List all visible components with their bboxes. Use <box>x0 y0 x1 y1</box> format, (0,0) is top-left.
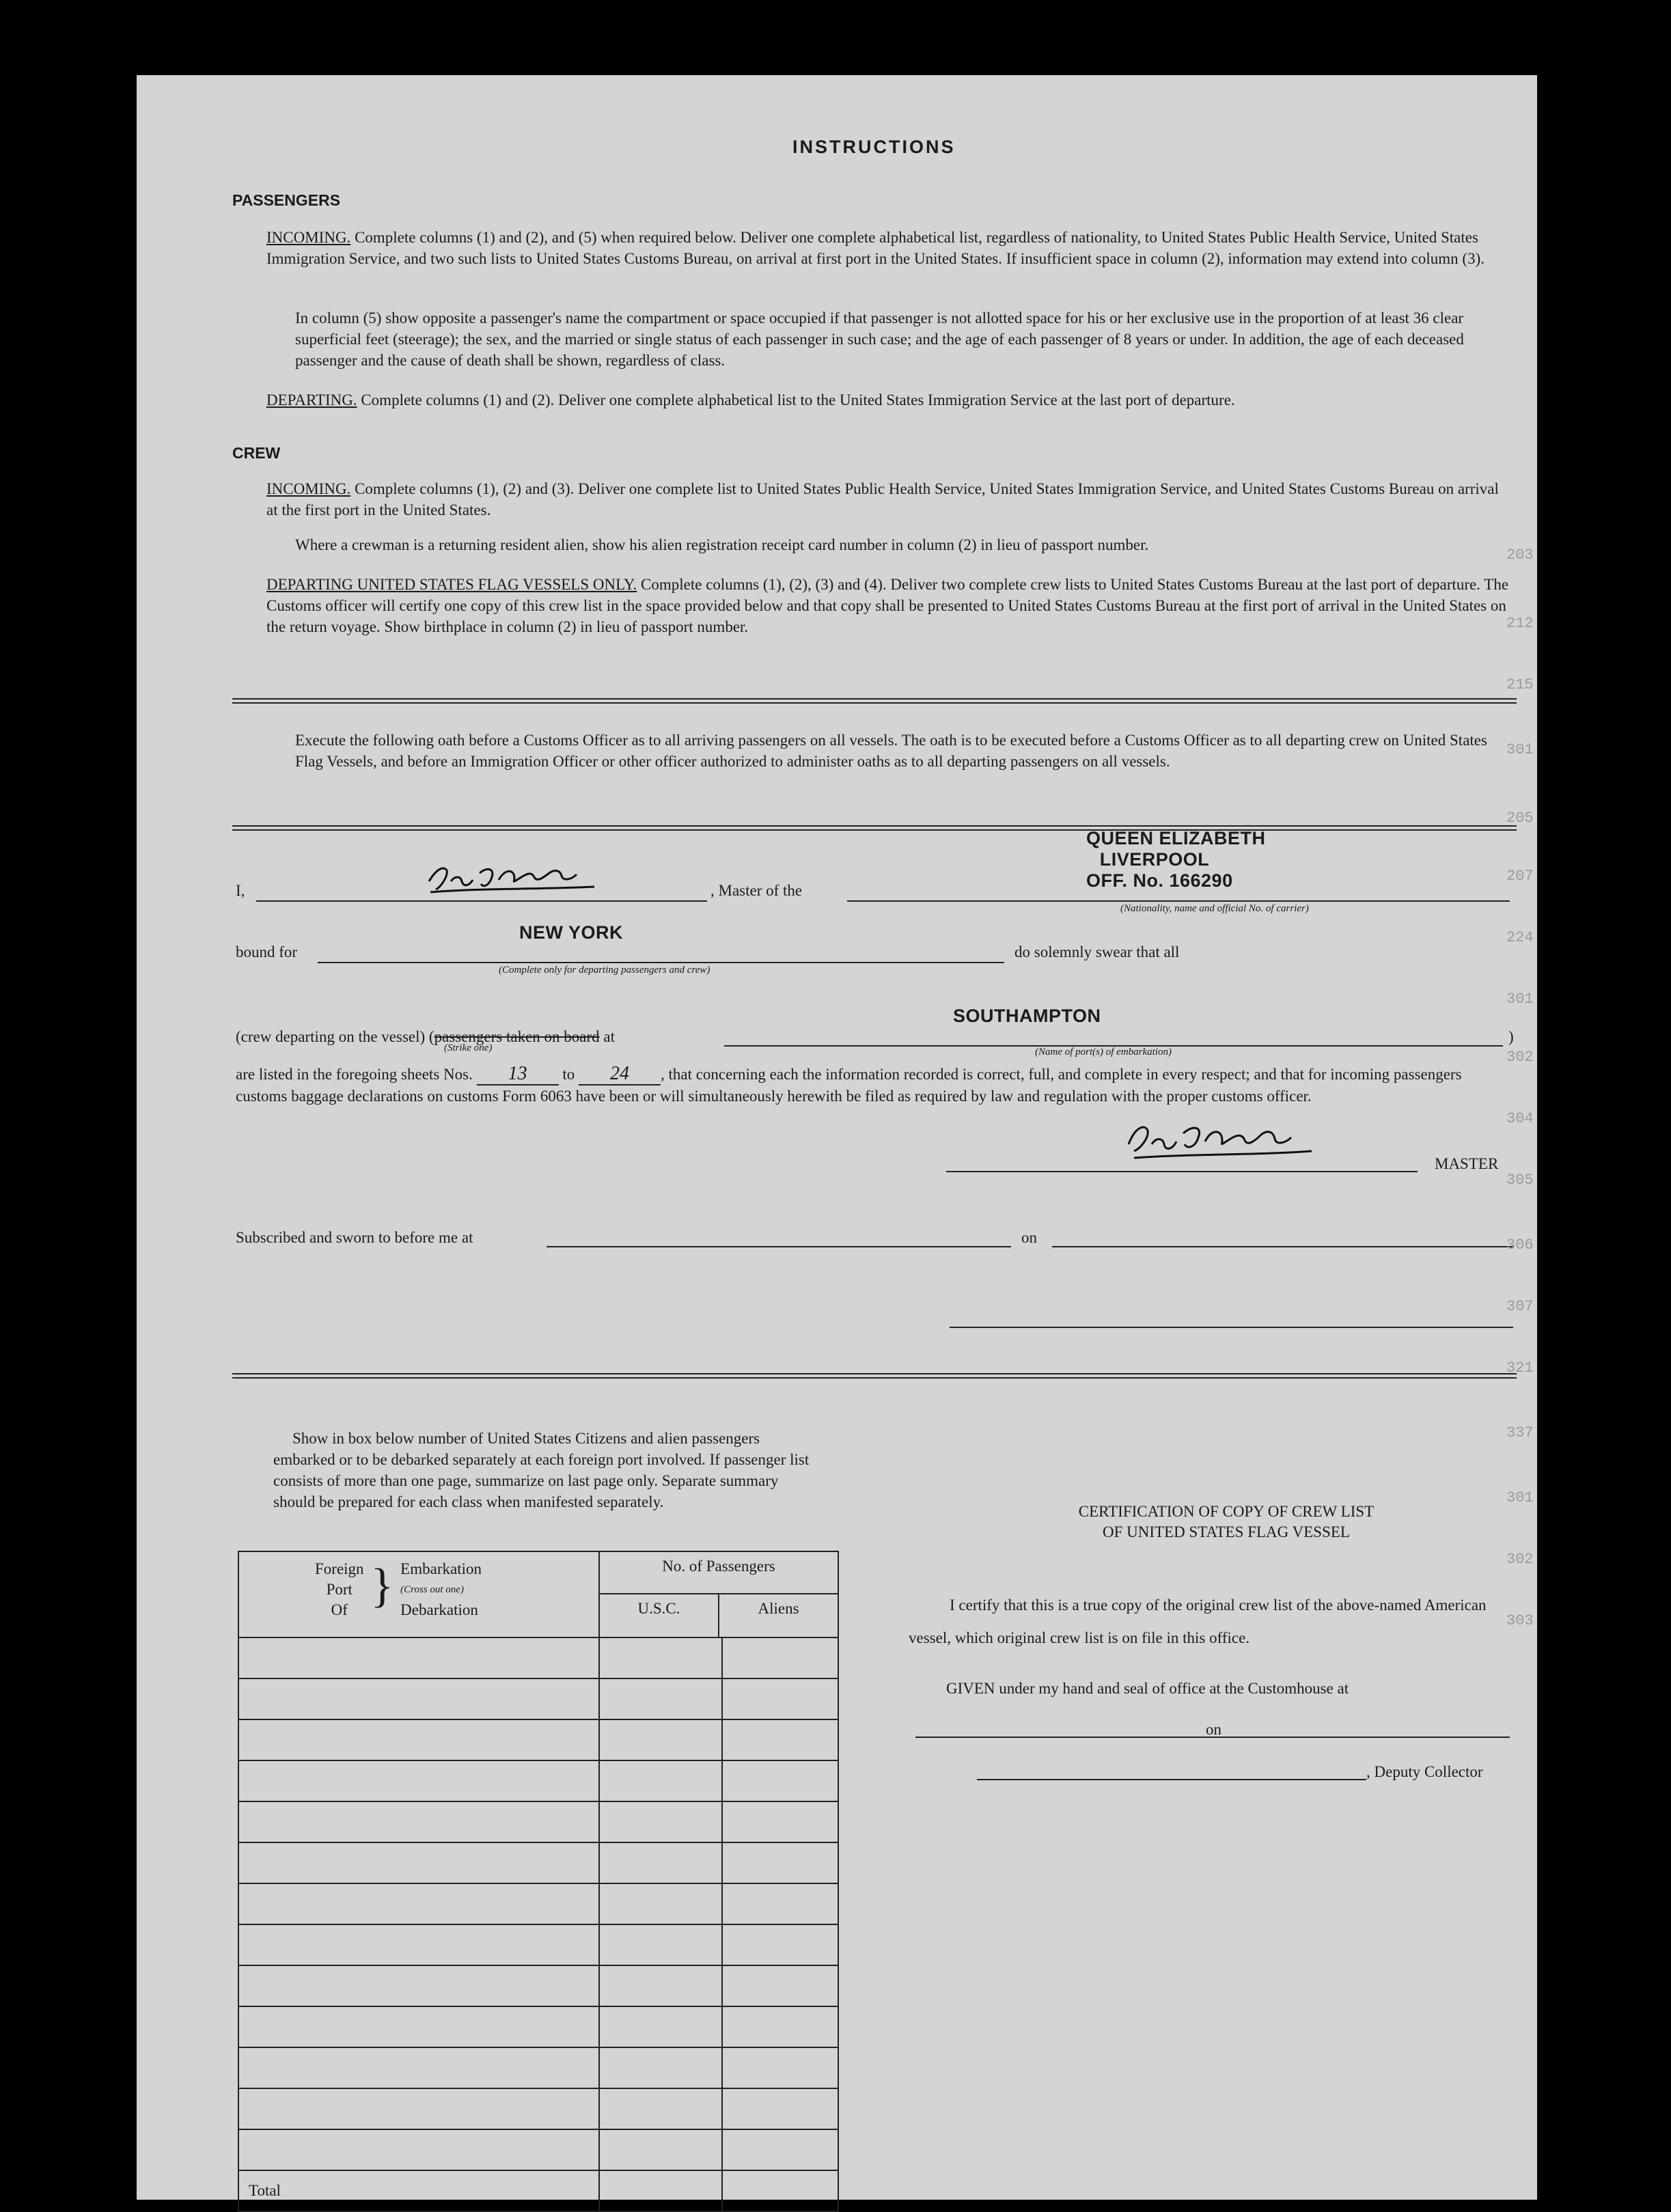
passengers-incoming-label: INCOMING. <box>266 229 351 246</box>
table-row <box>238 1801 838 1842</box>
passengers-column5-paragraph: In column (5) show opposite a passenger's name the compartment or space occupied if that passenger is not allotted space for his or her exclusive use in the proportion of at least 36 clear superficial feet (steerage); the sex, and the married or single status of each passenger in such case; and the age of each passenger of 8 years or under. In addition, the age of each deceased passenger and the cause of death shall be shown, regardless of class. <box>295 309 1464 369</box>
oath-i-label: I, <box>236 882 245 899</box>
certification-on-label: on <box>1206 1721 1221 1738</box>
certification-given: GIVEN under my hand and seal of office at the Customhouse at <box>946 1680 1349 1697</box>
section-divider <box>232 825 1517 831</box>
crew-incoming-text: Complete columns (1), (2) and (3). Deliver one complete list to United States Public Health Service, United States Immigration Service, and United States Customs Bureau on arrival at the first port in the United States. <box>266 480 1499 519</box>
certification-title-1: CERTIFICATION OF COPY OF CREW LIST <box>1078 1503 1375 1520</box>
crew-heading: CREW <box>232 444 281 462</box>
deputy-collector-label: , Deputy Collector <box>1366 1763 1483 1780</box>
concerning-text: , that concerning each the information recorded is correct, full, and complete in every respect; <box>660 1066 1250 1083</box>
subscribed-text: Subscribed and sworn to before me at <box>236 1229 473 1246</box>
table-row <box>238 1719 838 1760</box>
table-row <box>238 2088 838 2129</box>
passengers-departing-label: DEPARTING. <box>266 391 357 409</box>
total-label: Total <box>238 2170 599 2211</box>
port-header-cell: Foreign Port Of } Embarkation (Cross out one) Debarkation <box>238 1551 599 1637</box>
col-debarkation: Debarkation <box>400 1601 478 1618</box>
certification-title <box>1014 1502 1438 1543</box>
carrier-stamp-line2: LIVERPOOL <box>1099 849 1210 870</box>
passengers-incoming-paragraph <box>266 227 1510 269</box>
sheet-to-number: 24 <box>579 1063 661 1086</box>
carrier-stamp <box>1086 828 1266 891</box>
table-row <box>238 1637 838 1678</box>
sheet-from-number: 13 <box>477 1063 559 1086</box>
strike-caption: (Strike one) <box>444 1042 493 1053</box>
sheets-listed-paragraph <box>236 1063 1513 1107</box>
table-row <box>238 2129 838 2170</box>
oath-intro: Execute the following oath before a Customs Officer as to all arriving passengers on all vessels. The oath is to be executed before a Customs Officer as to all departing crew on United States Flag Vessels, and before an Immigration Officer or other officer authorized to administer oaths as to all departing passengers on all vessels. <box>295 732 1487 770</box>
margin-number: 224 <box>1506 929 1534 946</box>
col-foreign: Foreign <box>315 1560 364 1577</box>
passengers-incoming-text: Complete columns (1) and (2), and (5) when required below. Deliver one complete alphabetical list, regardless of nationality, to United States Public Health Service, United States Immigration Service, and two such lists to United States Customs Bureau, on arrival at first port in the United States. If insufficient space in column (2), information may extend into column (3). <box>266 229 1484 267</box>
table-row <box>238 1842 838 1883</box>
listed-text: are listed in the foregoing sheets Nos. <box>236 1066 473 1083</box>
margin-number: 303 <box>1506 1612 1534 1629</box>
table-row <box>238 1924 838 1965</box>
struck-passengers-phrase: passengers taken on board <box>434 1028 600 1045</box>
table-row <box>238 1760 838 1801</box>
crew-resident-paragraph: Where a crewman is a returning resident alien, show his alien registration receipt card number in column (2) in lieu of passport number. <box>295 536 1149 553</box>
margin-number: 301 <box>1506 741 1534 758</box>
col-cross-out: (Cross out one) <box>400 1584 464 1595</box>
passengers-departing-text: Complete columns (1) and (2). Deliver one complete alphabetical list to the United States Immigration Service at the last port of departure. <box>361 391 1235 409</box>
margin-number: 302 <box>1506 1049 1534 1066</box>
margin-number: 306 <box>1506 1236 1534 1254</box>
carrier-line <box>847 900 1510 902</box>
master-signature-line <box>946 1171 1418 1172</box>
certification-title-2: OF UNITED STATES FLAG VESSEL <box>1103 1523 1350 1540</box>
master-signature-2 <box>1120 1117 1325 1168</box>
oath-master-of-the: , Master of the <box>710 882 803 899</box>
carrier-stamp-line1: QUEEN ELIZABETH <box>1086 828 1266 848</box>
subscribed-on-label: on <box>1021 1229 1037 1246</box>
port-stamp: SOUTHAMPTON <box>953 1006 1101 1026</box>
margin-number: 304 <box>1506 1110 1534 1127</box>
bound-for-line <box>318 962 1004 963</box>
col-port: Port <box>326 1581 353 1598</box>
col-no-of-passengers: No. of Passengers <box>600 1552 838 1594</box>
solemnly-swear-text: do solemnly swear that all <box>1014 943 1180 960</box>
deputy-signature-line <box>977 1779 1366 1780</box>
table-row <box>238 1883 838 1924</box>
table-row <box>238 1678 838 1719</box>
margin-number: 321 <box>1506 1359 1534 1377</box>
section-divider <box>232 1373 1517 1379</box>
certification-date-line <box>1230 1737 1510 1738</box>
passenger-summary-table <box>238 1551 839 2212</box>
margin-number: 301 <box>1506 991 1534 1008</box>
baggage-text: and that for incoming passengers customs baggage declarations on customs Form 6063 have been or will simultaneously herewith be filed as required by law and regulation with the proper customs officer. <box>236 1066 1462 1105</box>
bound-for-stamp: NEW YORK <box>519 922 624 943</box>
margin-number: 203 <box>1506 547 1534 564</box>
crew-departing-paragraph <box>266 574 1510 637</box>
section-divider <box>232 698 1517 704</box>
crew-departing-label: DEPARTING UNITED STATES FLAG VESSELS ONLY. <box>266 576 637 593</box>
passengers-departing-paragraph <box>266 389 1510 411</box>
carrier-caption: (Nationality, name and official No. of carrier) <box>1120 903 1309 914</box>
crew-departing-phrase: (crew departing on the vessel) ( <box>236 1028 434 1045</box>
passengers-header-cell <box>599 1551 838 1637</box>
bound-for-caption: (Complete only for departing passengers and crew) <box>499 965 710 976</box>
document-page <box>137 75 1537 2200</box>
table-row <box>238 2047 838 2088</box>
passengers-heading: PASSENGERS <box>232 191 341 209</box>
summary-instructions: Show in box below number of United States Citizens and alien passengers embarked or to be debarked separately at each foreign port involved. If passenger list consists of more than one page, summarize on last page only. Separate summary should be prepared for each class when manifested separately. <box>273 1430 810 1510</box>
ink-blot <box>1571 164 1619 212</box>
signature-glyph <box>1120 1117 1325 1165</box>
total-row <box>238 2170 838 2211</box>
signature-glyph <box>424 861 608 896</box>
closing-paren: ) <box>1508 1028 1514 1045</box>
page-title: INSTRUCTIONS <box>792 137 956 157</box>
officer-signature-line <box>950 1327 1513 1328</box>
crew-incoming-label: INCOMING. <box>266 480 351 497</box>
margin-number: 307 <box>1506 1298 1534 1315</box>
master-signature-1 <box>424 861 608 902</box>
master-label: MASTER <box>1435 1155 1499 1172</box>
margin-number: 215 <box>1506 676 1534 693</box>
table-row <box>238 2006 838 2047</box>
margin-number: 302 <box>1506 1551 1534 1568</box>
margin-number: 205 <box>1506 810 1534 827</box>
subscribed-date-line <box>1052 1246 1513 1247</box>
margin-number: 337 <box>1506 1424 1534 1441</box>
crew-departing-text <box>236 1026 615 1047</box>
margin-number: 305 <box>1506 1172 1534 1189</box>
crew-departing-text: Complete columns (1), (2), (3) and (4). Deliver two complete crew lists to United States Customs Bureau at the last port of departure. The Customs officer will certify one copy of this crew list in the space provided below and that copy shall be presented to United States Customs Bureau at the first port of arrival in the United States on the return voyage. Show birthplace in column (2) in lieu of passport number. <box>266 576 1509 635</box>
bound-for-label: bound for <box>236 943 298 960</box>
subscribed-place-line <box>547 1246 1011 1247</box>
carrier-stamp-line3: OFF. No. 166290 <box>1086 870 1233 891</box>
port-caption: (Name of port(s) of embarkation) <box>1035 1047 1172 1057</box>
margin-number: 301 <box>1506 1489 1534 1506</box>
to-word: to <box>562 1066 575 1083</box>
ink-blot <box>1558 219 1619 256</box>
col-aliens: Aliens <box>758 1600 799 1617</box>
crew-incoming-paragraph <box>266 478 1510 521</box>
certification-text: I certify that this is a true copy of the original crew list of the above-named American vessel, which original crew list is on file in this office. <box>909 1596 1487 1646</box>
margin-number: 207 <box>1506 868 1534 885</box>
table-row <box>238 1965 838 2006</box>
at-word: at <box>603 1028 615 1045</box>
col-embarkation: Embarkation <box>400 1560 482 1577</box>
margin-number: 212 <box>1506 615 1534 632</box>
col-of: Of <box>331 1601 348 1618</box>
col-usc: U.S.C. <box>600 1594 719 1637</box>
